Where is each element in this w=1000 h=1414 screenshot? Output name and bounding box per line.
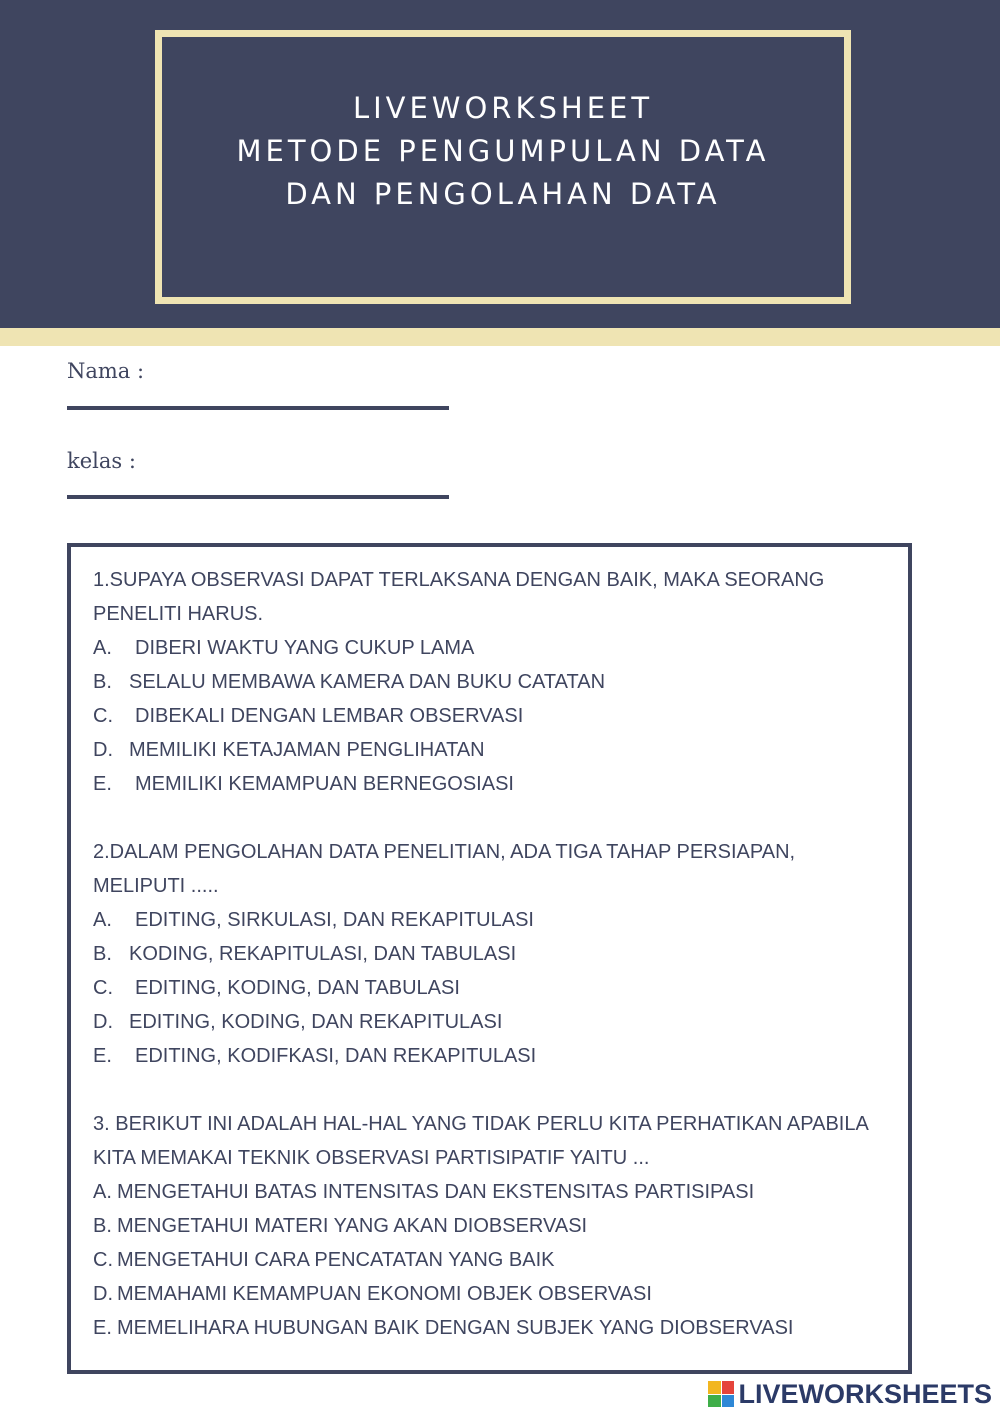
option-e[interactable] [93, 1039, 888, 1073]
question-2 [93, 835, 888, 1073]
option-letter: A. [93, 1181, 112, 1203]
option-letter: C. [93, 1249, 113, 1271]
header-stripe [0, 328, 1000, 346]
brand-wordmark: LIVEWORKSHEETS [738, 1378, 992, 1409]
option-letter: C. [93, 705, 113, 727]
option-letter: D. [93, 1011, 113, 1033]
option-b[interactable] [93, 937, 888, 971]
option-letter: B. [93, 1215, 112, 1237]
option-letter: B. [93, 671, 112, 693]
logo-tile [708, 1381, 721, 1394]
option-text: EDITING, SIRKULASI, DAN REKAPITULASI [135, 909, 534, 931]
option-text: EDITING, KODING, DAN TABULASI [135, 977, 460, 999]
option-letter: E. [93, 1317, 112, 1339]
option-text: MENGETAHUI BATAS INTENSITAS DAN EKSTENSITAS PARTISIPASI [117, 1181, 755, 1203]
question-stem: 3. BERIKUT INI ADALAH HAL-HAL YANG TIDAK PERLU KITA PERHATIKAN APABILA KITA MEMAKAI TEKNIK OBSERVASI PARTISIPATIF YAITU ... [93, 1113, 868, 1169]
liveworksheets-brand[interactable] [708, 1378, 992, 1410]
option-text: MENGETAHUI CARA PENCATATAN YANG BAIK [117, 1249, 555, 1271]
option-text: MENGETAHUI MATERI YANG AKAN DIOBSERVASI [117, 1215, 588, 1237]
option-b[interactable] [93, 665, 888, 699]
option-c[interactable] [93, 1243, 888, 1277]
logo-tile [708, 1395, 721, 1408]
title-line: DAN PENGOLAHAN DATA [285, 177, 721, 211]
option-text: EDITING, KODIFKASI, DAN REKAPITULASI [135, 1045, 537, 1067]
option-d[interactable] [93, 1005, 888, 1039]
option-text: MEMELIHARA HUBUNGAN BAIK DENGAN SUBJEK YANG DIOBSERVASI [117, 1317, 794, 1339]
liveworksheets-logo-icon [708, 1381, 734, 1407]
option-b[interactable] [93, 1209, 888, 1243]
title-line: METODE PENGUMPULAN DATA [236, 134, 770, 168]
option-d[interactable] [93, 733, 888, 767]
option-letter: D. [93, 739, 113, 761]
option-letter: D. [93, 1283, 113, 1305]
option-text: EDITING, KODING, DAN REKAPITULASI [129, 1011, 503, 1033]
option-text: SELALU MEMBAWA KAMERA DAN BUKU CATATAN [129, 671, 606, 693]
class-label: kelas : [67, 449, 136, 473]
option-text: MEMILIKI KETAJAMAN PENGLIHATAN [129, 739, 485, 761]
option-letter: A. [93, 909, 112, 931]
question-stem: 1.SUPAYA OBSERVASI DAPAT TERLAKSANA DENGAN BAIK, MAKA SEORANG PENELITI HARUS. [93, 569, 825, 625]
option-text: DIBEKALI DENGAN LEMBAR OBSERVASI [135, 705, 524, 727]
option-text: MEMAHAMI KEMAMPUAN EKONOMI OBJEK OBSERVASI [117, 1283, 652, 1305]
question-stem: 2.DALAM PENGOLAHAN DATA PENELITIAN, ADA TIGA TAHAP PERSIAPAN, MELIPUTI ..... [93, 841, 796, 897]
option-text: KODING, REKAPITULASI, DAN TABULASI [129, 943, 517, 965]
option-text: DIBERI WAKTU YANG CUKUP LAMA [135, 637, 475, 659]
worksheet-title [162, 87, 844, 216]
option-a[interactable] [93, 631, 888, 665]
option-e[interactable] [93, 1311, 888, 1345]
class-field[interactable] [67, 495, 449, 499]
option-letter: C. [93, 977, 113, 999]
option-letter: A. [93, 637, 112, 659]
logo-tile [722, 1381, 735, 1394]
questions-box [67, 543, 912, 1374]
title-line: LIVEWORKSHEET [352, 91, 654, 125]
option-text: MEMILIKI KEMAMPUAN BERNEGOSIASI [135, 773, 514, 795]
title-frame [155, 30, 851, 304]
question-1 [93, 563, 888, 801]
option-a[interactable] [93, 903, 888, 937]
option-c[interactable] [93, 699, 888, 733]
option-letter: E. [93, 773, 112, 795]
header-banner [0, 0, 1000, 328]
question-3 [93, 1107, 888, 1345]
option-c[interactable] [93, 971, 888, 1005]
option-e[interactable] [93, 767, 888, 801]
name-field[interactable] [67, 406, 449, 410]
name-label: Nama : [67, 359, 145, 383]
option-letter: B. [93, 943, 112, 965]
logo-tile [722, 1395, 735, 1408]
option-a[interactable] [93, 1175, 888, 1209]
option-letter: E. [93, 1045, 112, 1067]
option-d[interactable] [93, 1277, 888, 1311]
